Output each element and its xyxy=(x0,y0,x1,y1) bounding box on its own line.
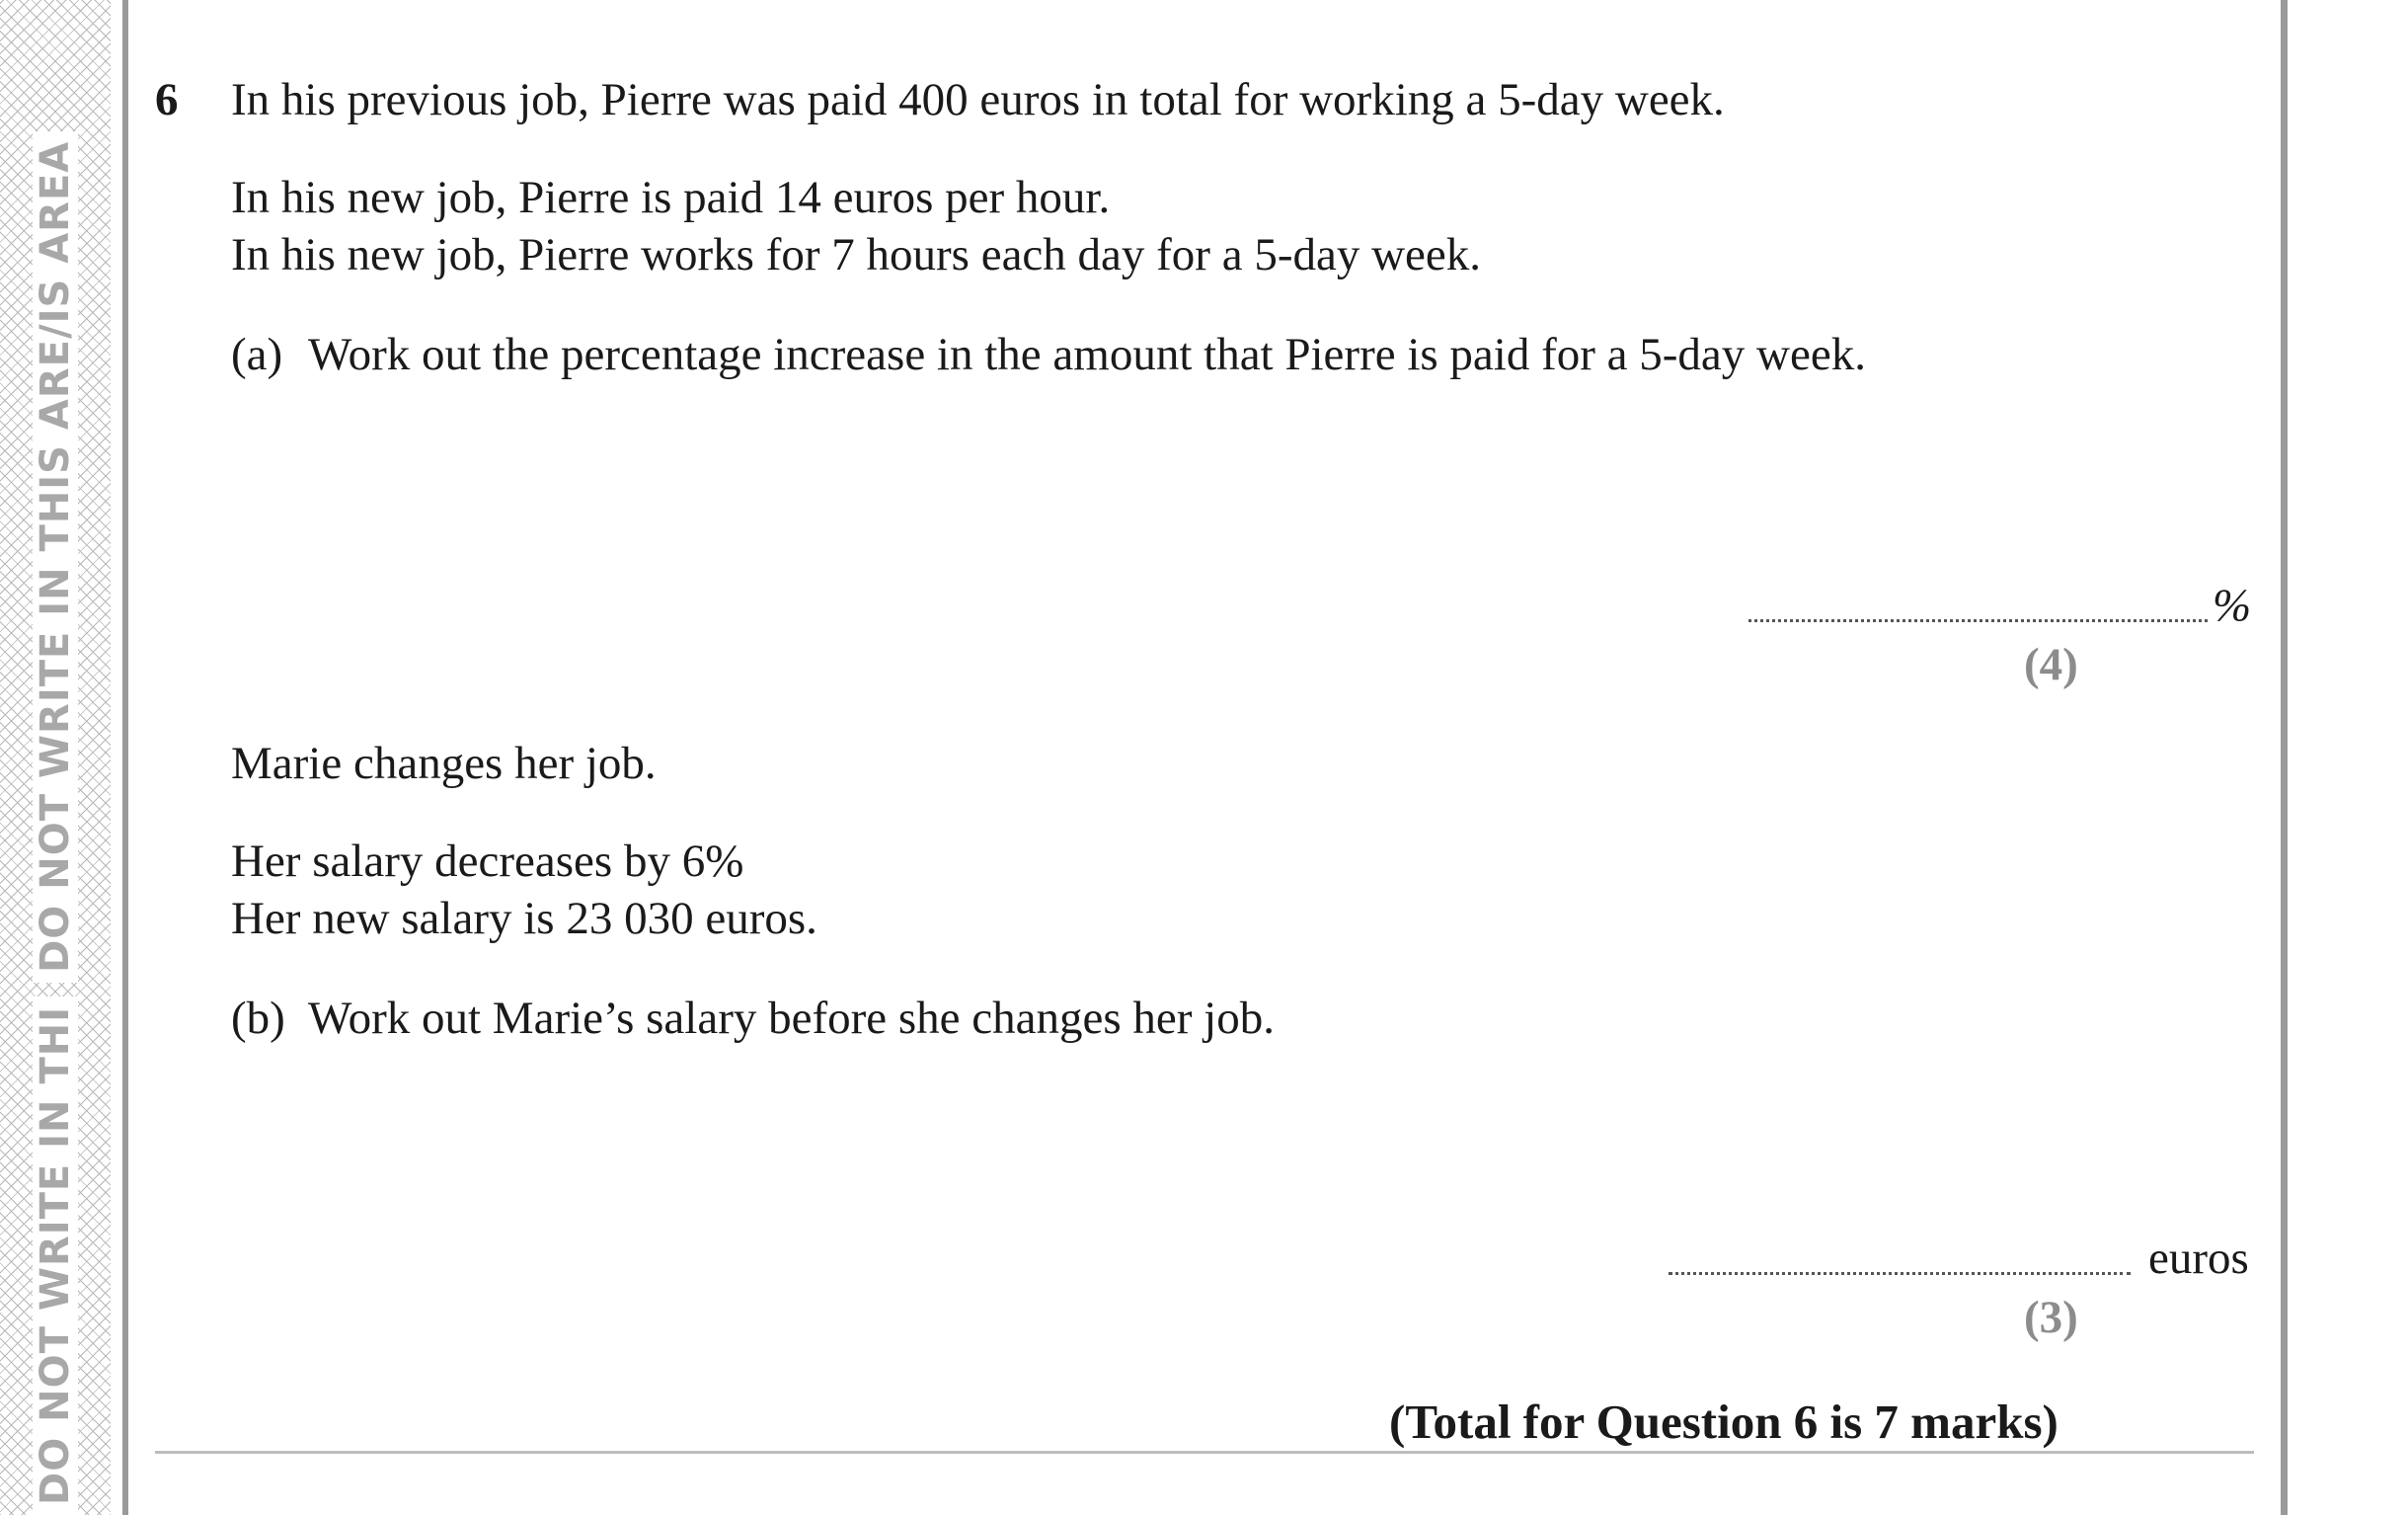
part-a-answer-line[interactable] xyxy=(1748,619,2208,622)
do-not-write-margin xyxy=(0,0,111,1515)
margin-warning-text xyxy=(0,0,111,1515)
page-border-left xyxy=(122,0,128,1515)
info-b-line-2: Her new salary is 23 030 euros. xyxy=(231,893,817,944)
part-b-label: (b) xyxy=(231,993,285,1044)
info-line-1: In his new job, Pierre is paid 14 euros per hour. xyxy=(231,172,1111,223)
info-line-2: In his new job, Pierre works for 7 hours each day for a 5-day week. xyxy=(231,229,1481,280)
part-a-text: Work out the percentage increase in the amount that Pierre is paid for a 5-day week. xyxy=(308,329,1866,380)
part-b-unit: euros xyxy=(2148,1233,2249,1284)
margin-warning-2: DO NOT WRITE IN THIS ARE/IS AREA xyxy=(33,131,78,983)
part-b-marks: (3) xyxy=(2024,1292,2078,1343)
margin-warning-1: DO NOT WRITE IN THI xyxy=(33,997,78,1515)
part-b-answer-line[interactable] xyxy=(1669,1272,2131,1275)
question-total: (Total for Question 6 is 7 marks) xyxy=(1389,1395,2058,1449)
question-number: 6 xyxy=(155,74,179,125)
question-intro: In his previous job, Pierre was paid 400 euros in total for working a 5-day week. xyxy=(231,74,1725,125)
page-border-right xyxy=(2281,0,2288,1515)
part-a-label: (a) xyxy=(231,329,283,380)
part-b-text: Work out Marie’s salary before she changes her job. xyxy=(308,993,1275,1044)
part-a-unit: % xyxy=(2213,580,2252,631)
question-end-rule xyxy=(155,1451,2254,1454)
context-b: Marie changes her job. xyxy=(231,738,657,789)
info-b-line-1: Her salary decreases by 6% xyxy=(231,836,744,887)
part-a-marks: (4) xyxy=(2024,639,2078,690)
